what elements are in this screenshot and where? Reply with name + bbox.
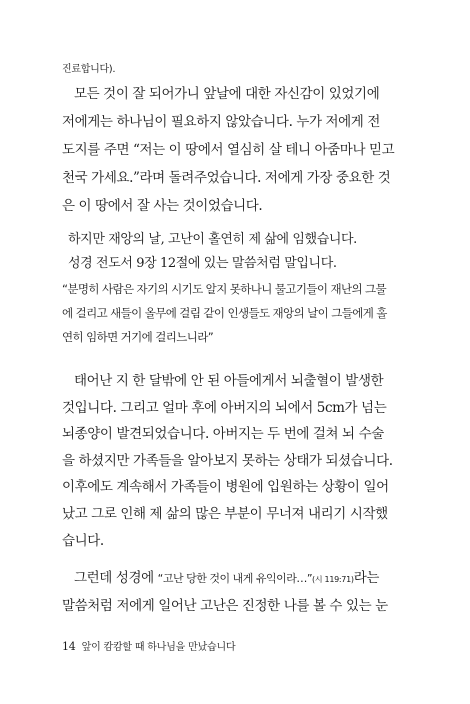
text-segment: 그런데 성경에 xyxy=(74,570,158,586)
scripture-quote xyxy=(62,277,410,349)
paragraph-3 xyxy=(62,368,410,554)
quote-line: 연히 임하면 거기에 걸리느니라” xyxy=(62,330,214,344)
text-line: 뇌종양이 발견되었습니다. 아버지는 두 번에 걸쳐 뇌 수술 xyxy=(62,426,384,443)
inline-quote: “고난 당한 것이 내게 유익이라…” xyxy=(157,572,313,585)
text-line: 은 이 땅에서 잘 사는 것이었습니다. xyxy=(62,198,263,214)
text-line: 것입니다. 그리고 얼마 후에 아버지의 뇌에서 5cm가 넘는 xyxy=(62,399,387,416)
paragraph-1 xyxy=(62,80,410,220)
text-line: 천국 가세요.”라며 돌려주었습니다. 저에게 가장 중요한 것 xyxy=(62,170,391,186)
scripture-reference: (시 119:71) xyxy=(312,575,354,584)
paragraph-2 xyxy=(62,228,410,276)
text-line: 태어난 지 한 달밖에 안 된 아들에게서 뇌출혈이 발생한 xyxy=(74,373,384,389)
text-line: 을 하셨지만 가족들을 알아보지 못하는 상태가 되셨습니다. xyxy=(62,452,393,469)
text-line: 저에게는 하나님이 필요하지 않았습니다. 누가 저에게 전 xyxy=(62,114,380,130)
running-title: 앞이 캄캄할 때 하나님을 만났습니다 xyxy=(81,642,236,653)
text-line: 하지만 재앙의 날, 고난이 홀연히 제 삶에 임했습니다. xyxy=(68,232,357,247)
paragraph-4 xyxy=(62,564,410,620)
continued-text: 진료합니다). xyxy=(62,64,116,75)
page-number: 14 xyxy=(62,640,76,653)
text-line: 이후에도 계속해서 가족들이 병원에 입원하는 상황이 일어 xyxy=(62,479,389,496)
text-line: 도지를 주면 “저는 이 땅에서 열심히 살 테니 아줌마나 믿고 xyxy=(62,142,395,158)
text-line: 습니다. xyxy=(62,532,104,549)
text-line: 모든 것이 잘 되어가니 앞날에 대한 자신감이 있었기에 xyxy=(74,86,380,102)
quote-line: “분명히 사람은 자기의 시기도 알지 못하나니 물고기들이 재난의 그물 xyxy=(62,282,387,296)
text-line: 났고 그로 인해 제 삶의 많은 부분이 무너져 내리기 시작했 xyxy=(62,505,388,522)
text-line xyxy=(62,564,410,592)
text-segment: 라는 xyxy=(353,570,380,586)
text-line: 말씀처럼 저에게 일어난 고난은 진정한 나를 볼 수 있는 눈 xyxy=(62,598,388,614)
quote-line: 에 걸리고 새들이 올무에 걸림 같이 인생들도 재앙의 날이 그들에게 홀 xyxy=(62,306,387,320)
text-line: 성경 전도서 9장 12절에 있는 말씀처럼 말입니다. xyxy=(68,256,337,271)
page-footer xyxy=(62,638,235,653)
